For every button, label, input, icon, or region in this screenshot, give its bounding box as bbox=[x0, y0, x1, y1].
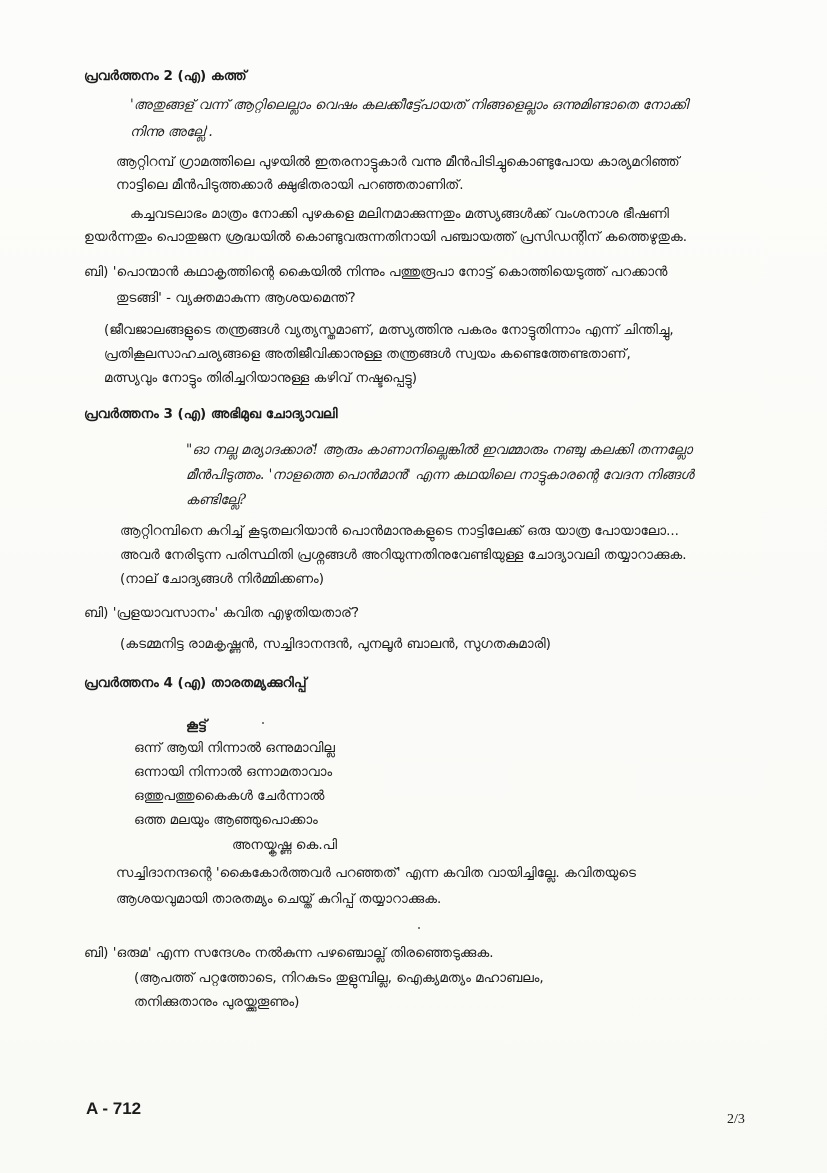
poem-author: അനയ്കൃഷ്ണ കെ.പി bbox=[232, 837, 338, 853]
page-number: 2/3 bbox=[727, 1112, 745, 1127]
activity3-b-options: (കടമ്മനിട്ട രാമകൃഷ്ണൻ, സച്ചിദാനന്ദൻ, പുനലൂർ ബാലൻ, സുഗതകുമാരി) bbox=[120, 636, 551, 652]
activity2-para1-line1: ആറ്റിറമ്പ് ഗ്രാമത്തിലെ പുഴയിൽ ഇതരനാട്ടുകാർ വന്നു മീൻപിടിച്ചുകൊണ്ടുപോയ കാര്യമറിഞ്ഞ് bbox=[116, 154, 680, 170]
activity2-para2-line1: കച്ചവടലാഭം മാത്രം നോക്കി പുഴകളെ മലിനമാക്കുന്നതും മത്സ്യങ്ങൾക്ക് വംശനാശ ഭീഷണി bbox=[130, 206, 669, 222]
activity4-heading: പ്രവർത്തനം 4 (എ) താരതമ്യക്കുറിപ്പ് bbox=[84, 675, 307, 691]
activity2-b-answer-line2: പ്രതികൂലസാഹചര്യങ്ങളെ അതിജീവിക്കാനുള്ള തന്ത്രങ്ങൾ സ്വയം കണ്ടെത്തേണ്ടതാണ്, bbox=[104, 346, 631, 362]
activity2-b-line2: തുടങ്ങി' - വ്യക്തമാകുന്ന ആശയമെന്ത്? bbox=[116, 290, 356, 306]
activity4-b-line: ബി) 'ഒരുമ' എന്ന സന്ദേശം നൽകുന്ന പഴഞ്ചൊല്ല് തിരഞ്ഞെടുക്കുക. bbox=[84, 945, 494, 961]
poem-line1: ഒന്ന് ആയി നിന്നാൽ ഒന്നുമാവില്ല bbox=[134, 740, 335, 756]
activity4-para-line2: ആശയവുമായി താരതമ്യം ചെയ്ത് കുറിപ്പ് തയ്യാറാക്കുക. bbox=[116, 891, 442, 907]
paper-code: A - 712 bbox=[86, 1099, 142, 1118]
activity3-heading: പ്രവർത്തനം 3 (എ) അഭിമുഖ ചോദ്യാവലി bbox=[84, 406, 338, 422]
poem-line3: ഒത്തുപത്തുകൈകൾ ചേർന്നാൽ bbox=[134, 788, 325, 804]
activity3-para-line1: ആറ്റിറമ്പിനെ കുറിച്ച് കൂടുതലറിയാൻ പൊൻമാനുകളുടെ നാട്ടിലേക്ക് ഒരു യാത്ര പോയാലോ... bbox=[120, 523, 679, 539]
activity4-b-options-line2: തനിക്കുതാനും പുരയ്ക്കുതൂണും) bbox=[134, 994, 300, 1010]
activity3-quote-line2: മീൻപിടുത്തം. 'നാളത്തെ പൊൻമാൻ' എന്ന കഥയിലെ നാട്ടുകാരന്റെ വേദന നിങ്ങൾ bbox=[186, 467, 694, 483]
activity2-para2-line2: ഉയർന്നതും പൊതുജന ശ്രദ്ധയിൽ കൊണ്ടുവരുന്നതിനായി പഞ്ചായത്ത് പ്രസിഡന്റിന് കത്തെഴുതുക. bbox=[84, 229, 688, 245]
activity2-b-answer-line3: മത്സ്യവും നോട്ടും തിരിച്ചറിയാനുള്ള കഴിവ് നഷ്ടപ്പെട്ടു) bbox=[104, 370, 418, 386]
activity3-para-line3: (നാല് ചോദ്യങ്ങൾ നിർമ്മിക്കണം) bbox=[120, 571, 324, 587]
scan-speck bbox=[262, 722, 264, 724]
activity4-b-options-line1: (ആപത്ത് പറ്റത്തോടെ, നിറകുടം തുളുമ്പില്ല, ഐക്യമത്യം മഹാബലം, bbox=[134, 970, 544, 986]
activity2-quote-line1: 'അതുങ്ങള് വന്ന് ആറ്റിലെല്ലാം വെഷം കലക്കീട്ട്പോയത് നിങ്ങളെല്ലാം ഒന്നുമിണ്ടാതെ നോക്കി bbox=[130, 97, 689, 113]
activity2-heading: പ്രവർത്തനം 2 (എ) കത്ത് bbox=[84, 68, 247, 84]
activity3-para-line2: അവർ നേരിടുന്ന പരിസ്ഥിതി പ്രശ്നങ്ങൾ അറിയുന്നതിനുവേണ്ടിയുള്ള ചോദ്യാവലി തയ്യാറാക്കുക. bbox=[120, 547, 687, 563]
activity2-b-answer-line1: (ജീവജാലങ്ങളുടെ തന്ത്രങ്ങൾ വ്യത്യസ്തമാണ്, മത്സ്യത്തിനു പകരം നോട്ടുതിന്നാം എന്ന് ചിന്തിച്ചു, bbox=[104, 322, 674, 338]
activity3-quote-line3: കണ്ടില്ലേ? bbox=[186, 492, 247, 508]
activity4-para-line1: സച്ചിദാനന്ദന്റെ 'കൈകോർത്തവർ പറഞ്ഞത്' എന്ന കവിത വായിച്ചില്ലേ. കവിതയുടെ bbox=[116, 865, 636, 881]
poem-line2: ഒന്നായി നിന്നാൽ ഒന്നാമതാവാം bbox=[134, 764, 333, 780]
scan-speck bbox=[418, 927, 420, 929]
activity2-para1-line2: നാട്ടിലെ മീൻപിടുത്തക്കാർ ക്ഷുഭിതരായി പറഞ്ഞതാണിത്. bbox=[116, 177, 464, 193]
activity3-quote-line1: "ഓ നല്ല മര്യാദക്കാര്! ആരും കാണാനില്ലെങ്കിൽ ഇവമ്മാരും നഞ്ചു കലക്കി തന്നല്ലോ bbox=[186, 442, 693, 458]
activity2-b-line1: ബി) 'പൊന്മാൻ കഥാകൃത്തിന്റെ കൈയിൽ നിന്നും പത്തുരൂപാ നോട്ട് കൊത്തിയെടുത്ത് പറക്കാൻ bbox=[84, 264, 668, 280]
poem-line4: ഒത്ത മലയും ആഞ്ഞുപൊക്കാം bbox=[134, 812, 318, 828]
poem-title: കൂട്ട് bbox=[186, 717, 208, 733]
activity2-quote-line2: നിന്നു അല്ലേ'. bbox=[130, 124, 213, 140]
activity3-b-line: ബി) 'പ്രളയാവസാനം' കവിത എഴുതിയതാര്? bbox=[84, 605, 360, 621]
